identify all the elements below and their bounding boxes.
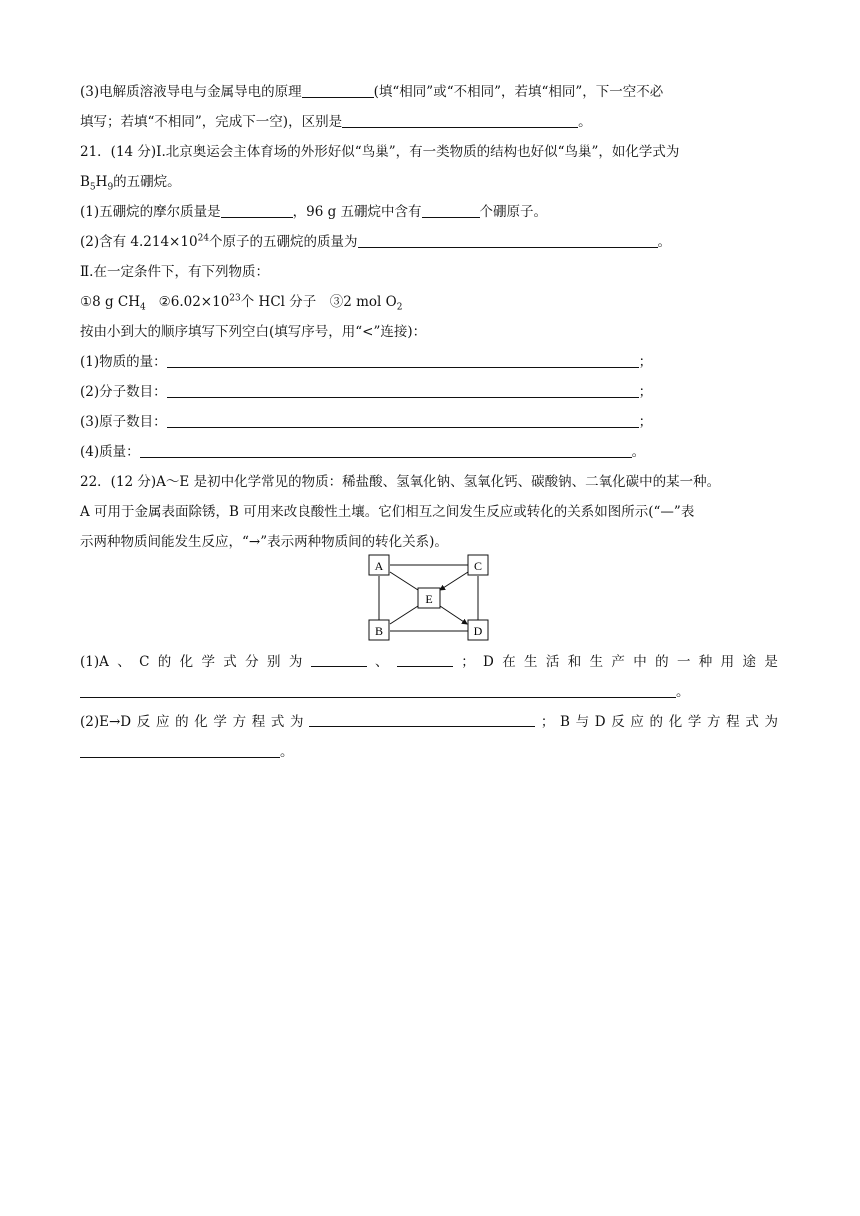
reaction-diagram	[368, 554, 492, 646]
answer-blank[interactable]	[167, 414, 639, 428]
formula-element: H	[95, 174, 108, 190]
word: 生	[589, 654, 604, 670]
word: 式	[270, 714, 285, 730]
fill-end: ；	[638, 414, 653, 430]
answer-blank[interactable]	[140, 444, 632, 458]
word: C	[139, 654, 150, 670]
word: 为	[288, 654, 303, 670]
period: 。	[676, 684, 690, 700]
word: 、	[117, 654, 131, 670]
word: 学	[687, 714, 702, 730]
fill-label: (1)物质的量：	[80, 354, 167, 370]
q21-header: 21．(14 分)Ⅰ.北京奥运会主体育场的外形好似“鸟巢”，有一类物质的结构也好似“鸟巢”，如化学式为	[80, 144, 680, 160]
word: 中	[633, 654, 647, 670]
fill-end: ；	[638, 384, 653, 400]
substance-3: 个 HCl 分子 ③2 mol O	[240, 294, 397, 310]
q20-part3-line1	[80, 83, 663, 101]
word: 化	[194, 714, 208, 730]
semicolon: ；	[461, 654, 475, 670]
formula-tail: 的五硼烷。	[113, 174, 181, 190]
q20-part3-text2: 填写；若填“不相同”，完成下一空)，区别是	[80, 114, 343, 130]
word: 方	[707, 714, 721, 730]
period: 。	[578, 114, 592, 130]
node-e-label: E	[425, 592, 433, 606]
substance-2: ②6.02×10	[158, 294, 230, 310]
word: 为	[290, 714, 304, 730]
q20-part3-line2	[80, 113, 592, 131]
formula-subscript: 4	[140, 302, 146, 313]
formula-element: B	[80, 174, 90, 190]
q22-part1-line1	[80, 653, 778, 671]
q21-fill-amount	[80, 353, 652, 371]
reaction-diagram-svg	[368, 554, 492, 642]
q20-part3-text-cont: (填“相同”或“不相同”，若填“相同”，下一空不必	[373, 84, 664, 100]
node-c-label: C	[473, 559, 483, 573]
q21-part1-text3: 个硼原子。	[479, 204, 548, 220]
answer-blank[interactable]	[302, 84, 374, 98]
substance-1: ①8 g CH	[80, 294, 141, 310]
word: 程	[251, 714, 266, 730]
word: 途	[742, 654, 756, 670]
word: 一	[676, 654, 691, 670]
q20-part3-text: (3)电解质溶液导电与金属导电的原理	[80, 84, 302, 100]
word: 式	[745, 714, 759, 730]
period: 。	[657, 234, 672, 250]
word: 式	[223, 654, 237, 670]
q21-section2-title: Ⅱ.在一定条件下，有下列物质：	[80, 264, 269, 280]
answer-blank[interactable]	[311, 653, 367, 667]
q22-line1: 22．(12 分)A～E 是初中化学常见的物质：稀盐酸、氢氧化钠、氢氧化钙、碳酸钠、二氧化碳中的某一种。	[80, 474, 721, 490]
word: 的	[655, 654, 669, 670]
q21-fill-mass	[80, 443, 645, 461]
word: 方	[232, 714, 247, 730]
q22-line3: 示两种物质间能发生反应，“→”表示两种物质间的转化关系)。	[80, 534, 448, 550]
q21-instruction: 按由小到大的顺序填写下列空白(填写序号，用“<”连接)：	[80, 324, 427, 340]
formula-subscript: 5	[89, 182, 96, 193]
word: 的	[649, 714, 664, 730]
word: D	[594, 714, 606, 730]
fill-end: ；	[638, 354, 653, 370]
word: 分	[245, 654, 259, 670]
q22-part2-line2	[80, 743, 294, 761]
q21-fill-molecules	[80, 383, 652, 401]
q21-formula-line	[80, 173, 181, 191]
word: 的	[157, 654, 172, 670]
answer-blank[interactable]	[309, 713, 535, 727]
exponent: 24	[197, 233, 210, 244]
period: 。	[280, 744, 294, 760]
q21-part1	[80, 203, 547, 221]
answer-blank[interactable]	[422, 204, 480, 218]
fill-label: (4)质量：	[80, 444, 140, 460]
link-b-e	[390, 606, 418, 624]
formula-subscript: 2	[396, 302, 403, 313]
word: 用	[720, 654, 735, 670]
word: 反	[611, 714, 625, 730]
word: D	[483, 654, 494, 670]
q22-part1-line2	[80, 683, 690, 701]
answer-blank[interactable]	[358, 234, 658, 248]
word: (1)A	[80, 654, 109, 670]
fill-label: (3)原子数目：	[80, 414, 167, 430]
node-a-label: A	[374, 559, 384, 573]
q21-part2-text2: 个原子的五硼烷的质量为	[209, 234, 358, 250]
exponent: 23	[229, 293, 241, 304]
word: 程	[726, 714, 740, 730]
q22-line2: A 可用于金属表面除锈，B 可用来改良酸性土壤。它们相互之间发生反应或转化的关系如图所示(“—”表	[80, 504, 695, 520]
word: 为	[764, 714, 778, 730]
formula-subscript: 9	[107, 182, 114, 193]
word: 和	[567, 654, 582, 670]
word: B	[560, 714, 570, 730]
word: 活	[545, 654, 560, 670]
word: 生	[524, 654, 538, 670]
word: 别	[266, 654, 281, 670]
q21-part1-text2: ，96 g 五硼烷中含有	[292, 204, 422, 220]
fill-label: (2)分子数目：	[80, 384, 167, 400]
answer-blank[interactable]	[80, 744, 280, 758]
word: 化	[179, 654, 194, 670]
word: 应	[630, 714, 644, 730]
word: 学	[213, 714, 227, 730]
word: 种	[698, 654, 713, 670]
link-a-e	[390, 572, 418, 590]
answer-blank[interactable]	[221, 204, 293, 218]
word: 在	[502, 654, 516, 670]
answer-blank[interactable]	[397, 653, 453, 667]
arrow-c-to-e	[440, 572, 468, 590]
answer-blank[interactable]	[80, 684, 676, 698]
word: 与	[575, 714, 590, 730]
word: 反	[136, 714, 151, 730]
q21-part2	[80, 233, 671, 251]
word: 应	[155, 714, 170, 730]
separator: 、	[375, 654, 389, 670]
answer-blank[interactable]	[342, 114, 578, 128]
word: 产	[611, 654, 625, 670]
q21-substances	[80, 293, 402, 311]
word: 是	[764, 654, 778, 670]
arrow-e-to-d	[440, 606, 467, 624]
q22-part2-line1	[80, 713, 778, 731]
q21-part1-text: (1)五硼烷的摩尔质量是	[80, 204, 221, 220]
word: 的	[175, 714, 189, 730]
node-d-label: D	[473, 624, 483, 638]
word: 学	[201, 654, 215, 670]
node-b-label: B	[374, 624, 384, 638]
answer-blank[interactable]	[167, 354, 639, 368]
q21-part2-text: (2)含有 4.214×10	[80, 234, 198, 250]
word: (2)E→D	[80, 714, 132, 730]
semicolon: ；	[540, 714, 555, 730]
q21-fill-atoms	[80, 413, 652, 431]
fill-end: 。	[631, 444, 646, 460]
word: 化	[668, 714, 683, 730]
answer-blank[interactable]	[167, 384, 639, 398]
